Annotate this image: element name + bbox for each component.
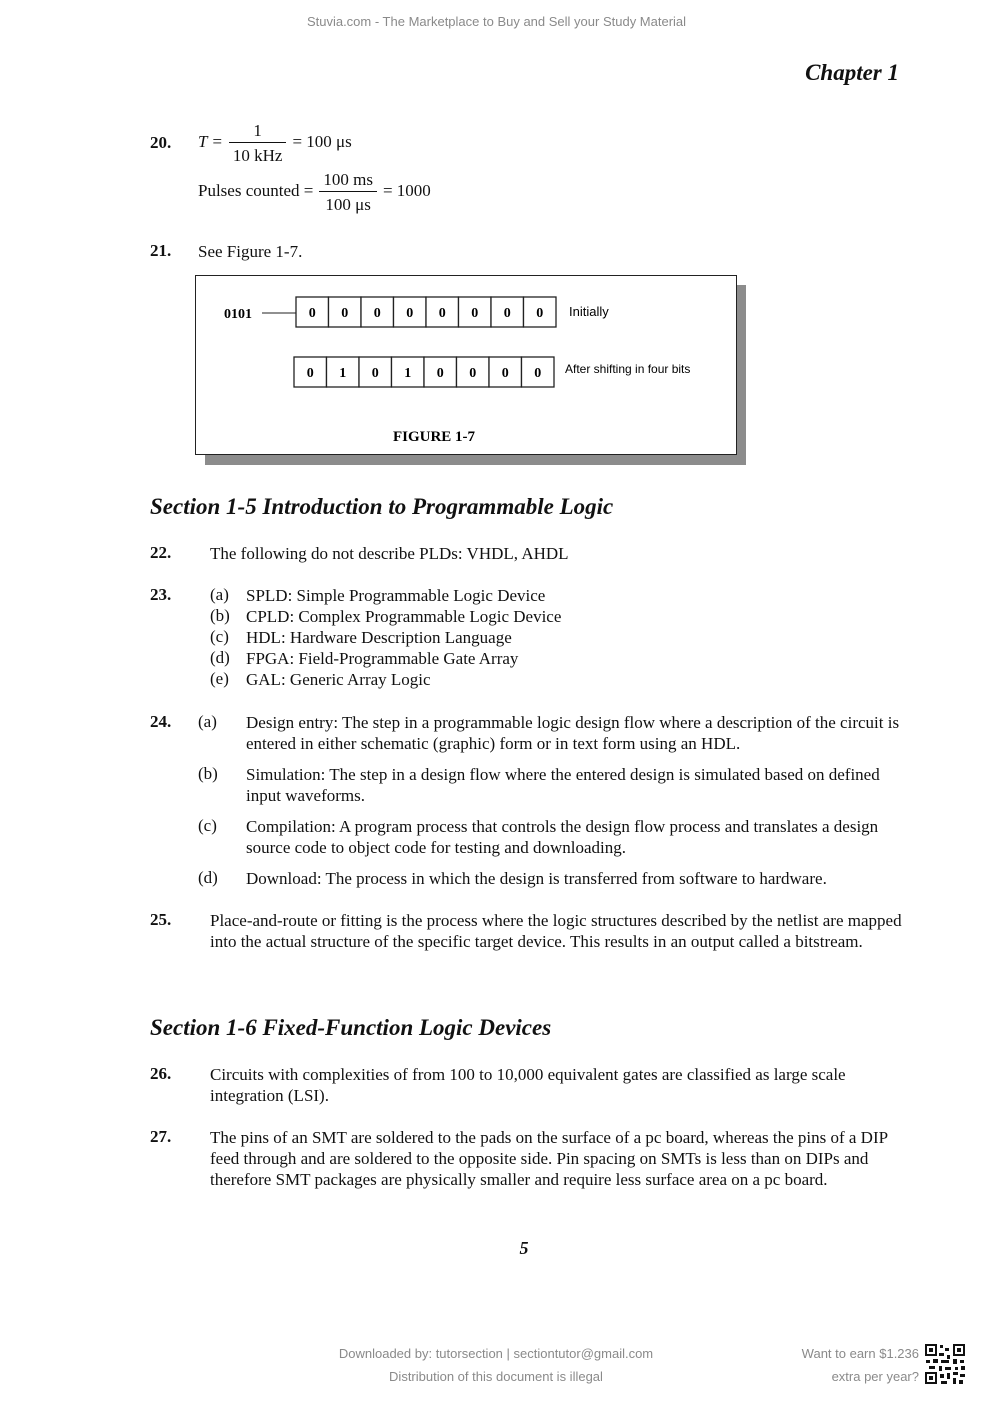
figure-caption: FIGURE 1-7: [392, 429, 476, 445]
problem-25-text: Place-and-route or fitting is the process where the logic structures described by the netlist are mapped into the actual structure of the specific target device. This results in an output called a bitstream.: [210, 911, 902, 951]
section-heading-1-6: Section 1-6 Fixed-Function Logic Devices: [150, 1015, 552, 1040]
eq1-lhs: T =: [198, 131, 223, 151]
initial-register-bit: 0: [406, 306, 414, 321]
problem-number-21: 21.: [150, 241, 172, 260]
shifted-register-bit: 1: [404, 366, 412, 381]
eq2-lhs: Pulses counted =: [198, 180, 314, 200]
problem-21-text: See Figure 1-7.: [198, 242, 303, 261]
problem-26-text: Circuits with complexities of from 100 to 10,000 equivalent gates are classified as large scale integration (LSI).: [210, 1065, 846, 1105]
p23-label-a: (a): [210, 585, 229, 604]
problem-number-27: 27.: [150, 1127, 172, 1146]
stuvia-header-note: Stuvia.com - The Marketplace to Buy and Sell your Study Material: [306, 14, 687, 29]
row-label-initially: Initially: [569, 304, 609, 319]
p24-label-b: (b): [198, 764, 218, 783]
problem-number-24: 24.: [150, 712, 172, 731]
register-row-initial: [296, 297, 556, 327]
figure-box: [195, 275, 737, 455]
eq1-fraction: [229, 120, 287, 166]
equation-pulses: [198, 169, 431, 215]
eq2-rhs: = 1000: [382, 180, 431, 200]
row-label-after-shift: After shifting in four bits: [565, 362, 691, 376]
problem-number-25: 25.: [150, 910, 172, 929]
eq2-fraction: [319, 169, 377, 215]
shifted-register-bit: 0: [371, 366, 379, 381]
eq1-denominator: 10 kHz: [232, 146, 283, 165]
figure-1-7: [195, 275, 747, 467]
footer-earn-line-1[interactable]: Want to earn $1.236: [801, 1346, 919, 1361]
initial-register-bit: 0: [373, 306, 381, 321]
initial-register-bit: 0: [536, 306, 544, 321]
p24-label-c: (c): [198, 816, 217, 835]
shifted-register-bit: 0: [436, 366, 444, 381]
shifted-register-bit: 0: [469, 366, 477, 381]
p24-label-d: (d): [198, 868, 218, 887]
p23-text-d: FPGA: Field-Programmable Gate Array: [246, 649, 519, 668]
initial-register-bit: 0: [471, 306, 479, 321]
problem-27-text: The pins of an SMT are soldered to the pads on the surface of a pc board, whereas the pins of a DIP feed through and are soldered to the opposite side. Pin spacing on SMTs is less than on DIPs and therefore SMT packages are physically smaller and require less surface area on a pc board.: [210, 1128, 888, 1189]
p24-text-a: Design entry: The step in a programmable logic design flow where a description of the circuit is entered in either schematic (graphic) form or in text form using an HDL.: [246, 713, 900, 753]
problem-number-22: 22.: [150, 543, 172, 562]
p24-text-d: Download: The process in which the design is transferred from software to hardware.: [246, 869, 827, 888]
footer-earn-line-2[interactable]: extra per year?: [831, 1369, 919, 1384]
p23-text-a: SPLD: Simple Programmable Logic Device: [246, 586, 546, 605]
initial-register-bit: 0: [503, 306, 511, 321]
p23-text-e: GAL: Generic Array Logic: [246, 670, 431, 689]
problem-number-20: 20.: [150, 133, 172, 152]
p23-label-e: (e): [210, 669, 229, 688]
p23-text-b: CPLD: Complex Programmable Logic Device: [246, 607, 562, 626]
page-number: 5: [519, 1238, 529, 1258]
footer-distribution-notice: Distribution of this document is illegal: [389, 1369, 603, 1384]
p23-label-d: (d): [210, 648, 230, 667]
eq1-numerator: 1: [229, 120, 287, 143]
problem-22-text: The following do not describe PLDs: VHDL, AHDL: [210, 544, 569, 563]
register-row-shifted: [294, 357, 554, 387]
initial-register-bit: 0: [438, 306, 446, 321]
p23-label-b: (b): [210, 606, 230, 625]
shifted-register-bit: 1: [339, 366, 347, 381]
p24-label-a: (a): [198, 712, 217, 731]
eq2-numerator: 100 ms: [319, 169, 377, 192]
p23-text-c: HDL: Hardware Description Language: [246, 628, 512, 647]
initial-register-bit: 0: [308, 306, 316, 321]
p24-text-c: Compilation: A program process that controls the design flow process and translates a design source code to object code for testing and downloading.: [246, 817, 879, 857]
qr-code-icon[interactable]: [925, 1344, 965, 1384]
shifted-register-bit: 0: [306, 366, 314, 381]
initial-register-bit: 0: [341, 306, 349, 321]
shifted-register-bit: 0: [501, 366, 509, 381]
shifted-register-bit: 0: [534, 366, 542, 381]
input-bits-label: 0101: [224, 307, 252, 322]
footer-downloaded-by: Downloaded by: tutorsection | sectiontutor@gmail.com: [338, 1346, 654, 1361]
eq1-rhs: = 100 μs: [292, 131, 352, 151]
p23-label-c: (c): [210, 627, 229, 646]
equation-period: [198, 120, 352, 166]
chapter-heading: Chapter 1: [805, 60, 899, 85]
section-heading-1-5: Section 1-5 Introduction to Programmable Logic: [150, 494, 614, 519]
problem-number-26: 26.: [150, 1064, 172, 1083]
eq2-denominator: 100 μs: [325, 195, 371, 214]
problem-number-23: 23.: [150, 585, 172, 604]
p24-text-b: Simulation: The step in a design flow where the entered design is simulated based on defined input waveforms.: [246, 765, 880, 805]
shift-register-diagram: [196, 276, 736, 454]
